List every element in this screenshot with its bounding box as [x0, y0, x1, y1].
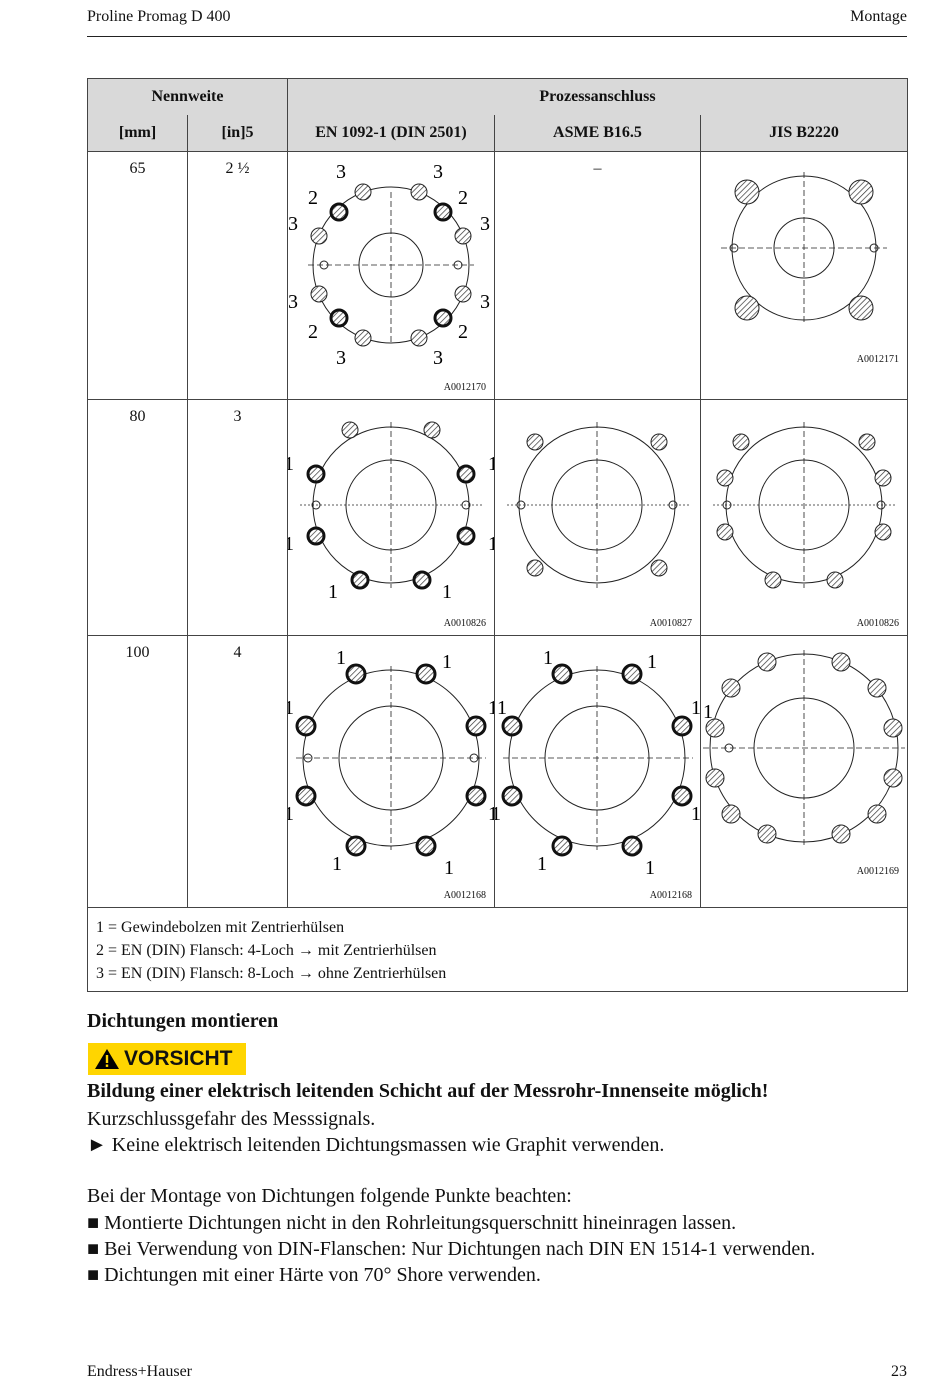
callout-label: 1 — [702, 701, 713, 723]
callout-label: 1 — [690, 803, 700, 825]
callout-label: 1 — [644, 857, 655, 879]
flange-drawing — [288, 400, 494, 630]
warning-action: ► Keine elektrisch leitenden Dichtungsmassen wie Graphit verwenden. — [87, 1134, 665, 1156]
callout-label: 1 — [287, 697, 294, 719]
callout-label: 1 — [487, 533, 494, 555]
callout-label: 1 — [487, 803, 494, 825]
legend — [88, 908, 908, 992]
callout-label: 1 — [331, 853, 342, 875]
callout-label: 1 — [487, 697, 494, 719]
warning-badge — [88, 1043, 246, 1075]
figure-cell-jis — [700, 400, 907, 636]
header-asme: ASME B16.5 — [494, 115, 700, 152]
figure-code: A0010826 — [443, 618, 486, 629]
warning-icon — [94, 1048, 120, 1070]
brand-name: Endress+Hauser — [87, 1363, 192, 1380]
callout-label: 3 — [335, 161, 346, 183]
legend-item: 3 = EN (DIN) Flansch: 8-Loch → ohne Zentrierhülsen — [96, 965, 447, 982]
figure-code: A0012168 — [649, 890, 692, 901]
callout-label: 3 — [335, 347, 346, 369]
figure-cell-en — [287, 152, 494, 400]
figure-cell-jis — [700, 636, 907, 908]
header-nennweite: Nennweite — [88, 79, 288, 116]
callout-label: 1 — [542, 647, 553, 669]
warning-headline: Bildung einer elektrisch leitenden Schicht auf der Messrohr-Innenseite möglich! — [87, 1080, 769, 1102]
callout-label: 2 — [307, 187, 318, 209]
callout-label: 1 — [443, 857, 454, 879]
table-row — [88, 152, 908, 400]
header-mm: [mm] — [88, 115, 188, 152]
callout-label: 1 — [646, 651, 657, 673]
page-footer — [87, 1363, 907, 1381]
callout-label: 3 — [479, 213, 490, 235]
callout-label: 3 — [287, 213, 298, 235]
document-title: Proline Promag D 400 — [87, 8, 231, 25]
page-number: 23 — [891, 1363, 907, 1380]
instructions-intro: Bei der Montage von Dichtungen folgende Punkte beachten: — [87, 1185, 572, 1207]
table-row — [88, 636, 908, 908]
cell-mm: 80 — [88, 400, 188, 636]
figure-code: A0012168 — [443, 890, 486, 901]
flange-drawing — [495, 400, 700, 630]
callout-label: 1 — [494, 803, 501, 825]
header-prozessanschluss: Prozessanschluss — [287, 79, 907, 116]
callout-label: 1 — [441, 581, 452, 603]
callout-label: 3 — [432, 347, 443, 369]
callout-label: 3 — [432, 161, 443, 183]
header-en: EN 1092-1 (DIN 2501) — [287, 115, 494, 152]
cell-in: 3 — [188, 400, 288, 636]
figure-code: A0010827 — [649, 618, 692, 629]
callout-label: 1 — [441, 651, 452, 673]
cell-in: 4 — [188, 636, 288, 908]
figure-cell-en — [287, 636, 494, 908]
flange-drawing — [495, 636, 700, 902]
figure-code: A0012169 — [856, 866, 899, 877]
list-item: ■ Montierte Dichtungen nicht in den Rohrleitungsquerschnitt hineinragen lassen. — [87, 1212, 737, 1234]
callout-label: 1 — [327, 581, 338, 603]
figure-code: A0010826 — [856, 618, 899, 629]
list-item: ■ Bei Verwendung von DIN-Flanschen: Nur Dichtungen nach DIN EN 1514-1 verwenden. — [87, 1238, 816, 1260]
warning-text: Kurzschlussgefahr des Messsignals. — [87, 1108, 376, 1130]
legend-row — [88, 908, 908, 992]
callout-label: 1 — [536, 853, 547, 875]
legend-item: 2 = EN (DIN) Flansch: 4-Loch → mit Zentrierhülsen — [96, 942, 437, 959]
section-name: Montage — [850, 8, 907, 25]
callout-label: 1 — [487, 453, 494, 475]
callout-label: 1 — [496, 697, 507, 719]
figure-cell-en — [287, 400, 494, 636]
callout-label: 1 — [690, 697, 700, 719]
header-in: [in]5 — [188, 115, 288, 152]
section-title: Dichtungen montieren — [87, 1010, 279, 1032]
callout-label: 1 — [335, 647, 346, 669]
flange-drawing — [701, 400, 907, 630]
cell-mm: 100 — [88, 636, 188, 908]
callout-label: 2 — [457, 321, 468, 343]
flange-drawing — [288, 636, 494, 902]
figure-cell-jis — [700, 152, 907, 400]
legend-item: 1 = Gewindebolzen mit Zentrierhülsen — [96, 919, 345, 936]
page-header — [87, 8, 907, 37]
cell-in: 2 ½ — [188, 152, 288, 400]
warning-label: VORSICHT — [124, 1047, 233, 1070]
callout-label: 2 — [457, 187, 468, 209]
table-row — [88, 400, 908, 636]
cell-mm: 65 — [88, 152, 188, 400]
figure-cell-asme — [494, 636, 700, 908]
callout-label: 2 — [307, 321, 318, 343]
callout-label: 1 — [287, 453, 294, 475]
figure-code: A0012170 — [443, 382, 486, 393]
flange-drawing — [701, 636, 907, 902]
figure-code: A0012171 — [856, 354, 899, 365]
header-jis: JIS B2220 — [700, 115, 907, 152]
callout-label: 1 — [287, 803, 294, 825]
figure-cell-asme — [494, 400, 700, 636]
callout-label: 3 — [479, 291, 490, 313]
not-available-dash: – — [593, 160, 602, 177]
callout-label: 3 — [287, 291, 298, 313]
flange-table — [87, 78, 908, 992]
flange-drawing — [288, 152, 494, 394]
callout-label: 1 — [287, 533, 294, 555]
list-item: ■ Dichtungen mit einer Härte von 70° Shore verwenden. — [87, 1264, 541, 1286]
figure-cell-asme — [494, 152, 700, 400]
